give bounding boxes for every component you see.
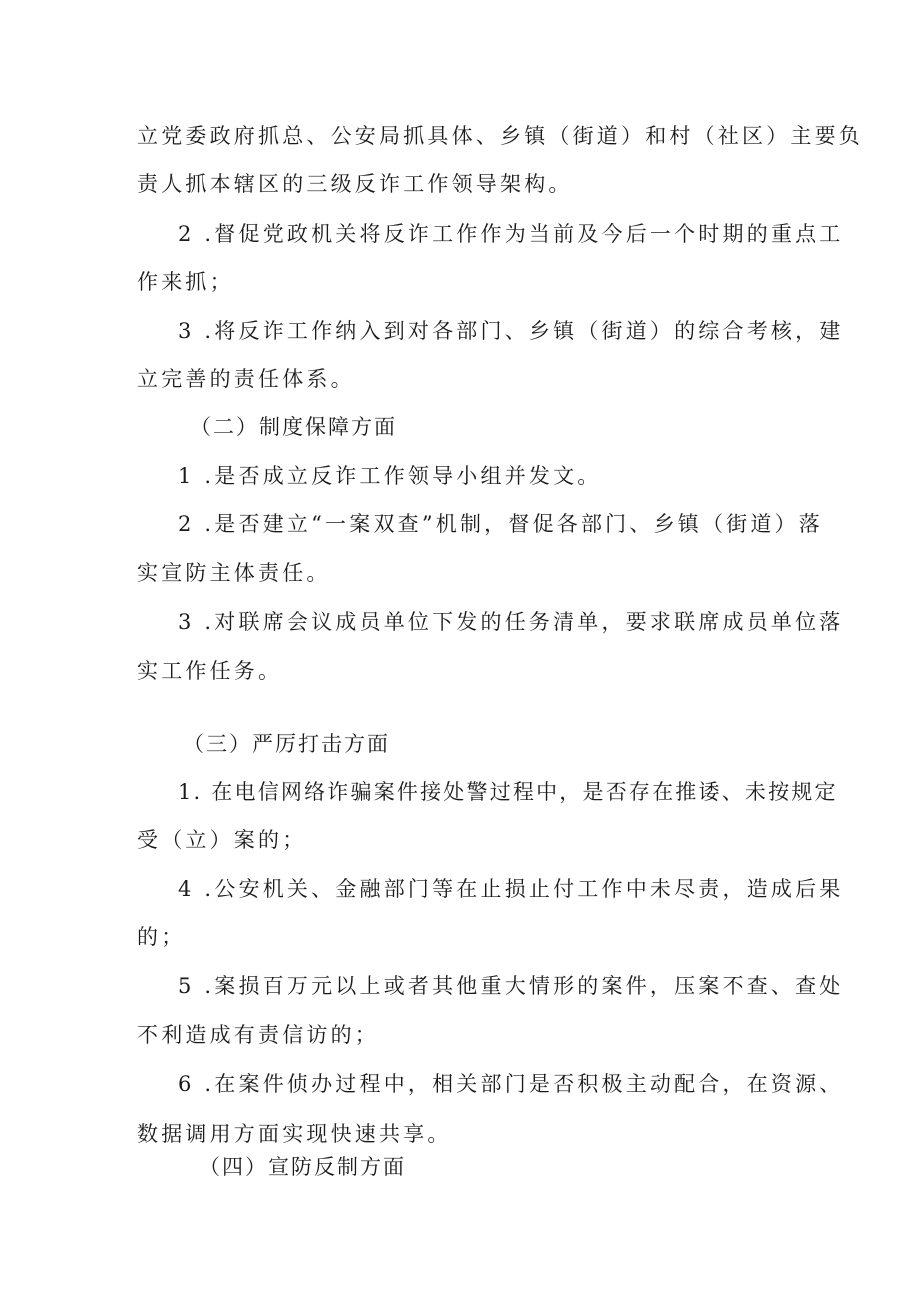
- list-item-line: 5 .案损百万元以上或者其他重大情形的案件，压案不查、查处: [178, 974, 844, 998]
- section-heading: （四）宣防反制方面: [199, 1155, 406, 1179]
- paragraph-line: 数据调用方面实现快速共享。: [137, 1122, 452, 1146]
- list-item-line: 3 .对联席会议成员单位下发的任务清单，要求联席成员单位落: [178, 610, 844, 634]
- paragraph-line: 实工作任务。: [137, 659, 283, 683]
- paragraph-line: 受（立）案的；: [137, 828, 307, 852]
- list-item-line: 6 .在案件侦办过程中，相关部门是否积极主动配合，在资源、: [178, 1072, 844, 1096]
- paragraph-line: 的；: [137, 925, 186, 949]
- list-item-line: 1 .是否成立反诈工作领导小组并发文。: [178, 464, 602, 488]
- paragraph-line: 作来抓；: [137, 270, 234, 294]
- section-heading: （三）严厉打击方面: [183, 732, 390, 756]
- list-item-line: 1. 在电信网络诈骗案件接处警过程中，是否存在推诿、未按规定: [178, 780, 838, 804]
- section-heading: （二）制度保障方面: [190, 415, 397, 439]
- list-item-line: 4 .公安机关、金融部门等在止损止付工作中未尽责，造成后果: [178, 877, 844, 901]
- paragraph-line: 责人抓本辖区的三级反诈工作领导架构。: [137, 172, 573, 196]
- list-item-line: 2 .督促党政机关将反诈工作作为当前及今后一个时期的重点工: [178, 222, 844, 246]
- paragraph-line: 立党委政府抓总、公安局抓具体、乡镇（街道）和村（社区）主要负: [137, 124, 863, 148]
- paragraph-line: 实宣防主体责任。: [137, 561, 331, 585]
- list-item-line: 3 .将反诈工作纳入到对各部门、乡镇（街道）的综合考核，建: [178, 319, 844, 343]
- paragraph-line: 不利造成有责信访的；: [137, 1023, 379, 1047]
- list-item-line: 2 .是否建立“一案双查”机制，督促各部门、乡镇（街道）落: [178, 512, 823, 536]
- paragraph-line: 立完善的责任体系。: [137, 367, 355, 391]
